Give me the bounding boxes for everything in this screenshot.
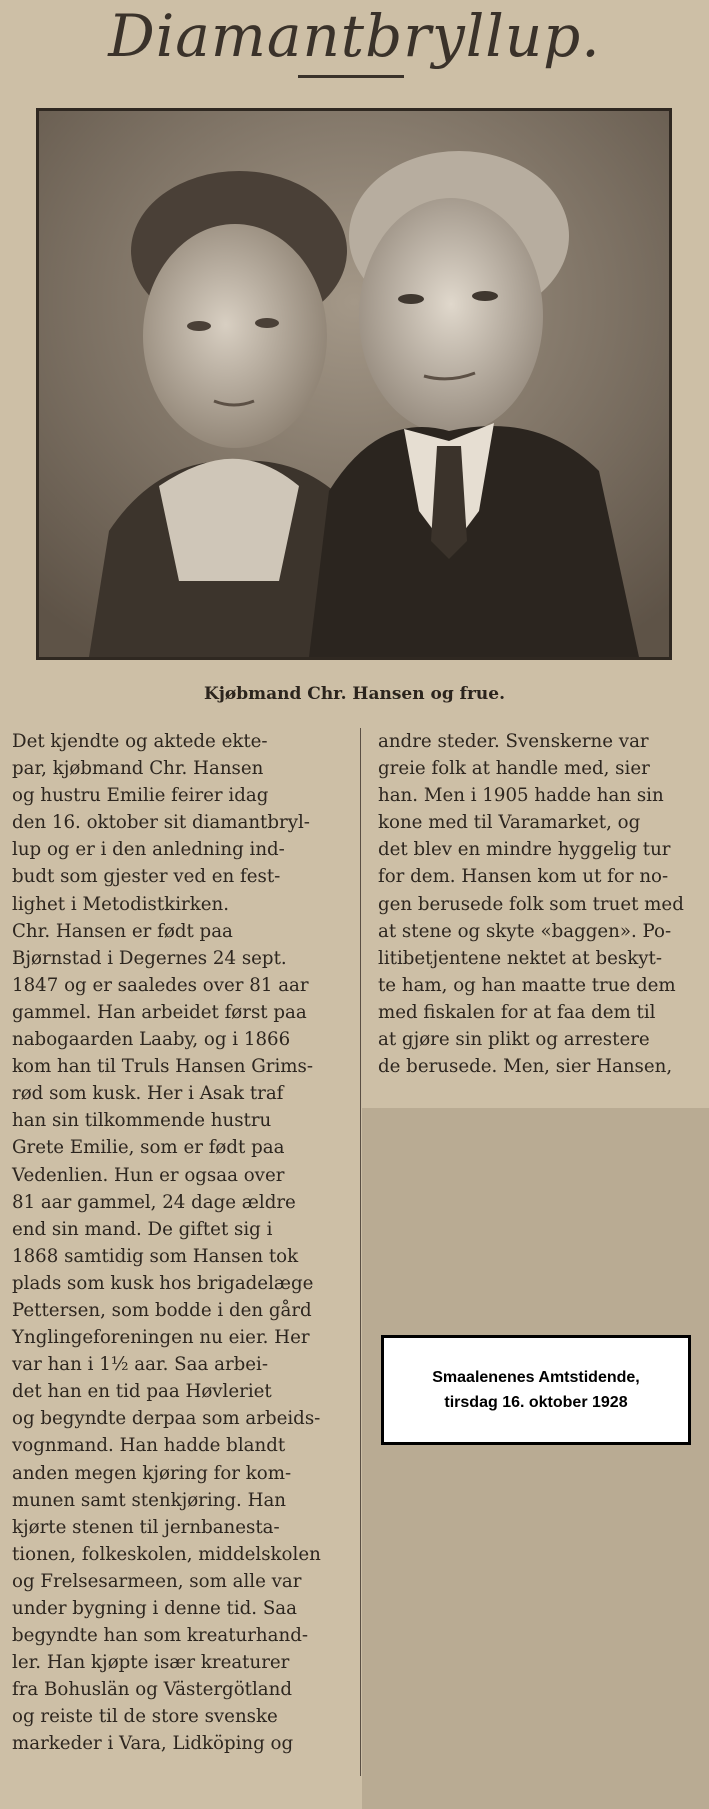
article-headline: Diamantbryllup.: [108, 2, 601, 70]
photo-caption: Kjøbmand Chr. Hansen og frue.: [203, 684, 506, 704]
source-date: tirsdag 16. oktober 1928: [444, 1394, 628, 1411]
headline-underline: [298, 75, 404, 78]
background-area: [362, 1108, 709, 1809]
column-divider: [360, 728, 361, 1776]
source-label-box: [381, 1335, 691, 1445]
article-column-left: Det kjendte og aktede ekte- par, kjøbmand Chr. Hansen og hustru Emilie feirer idag den 16. oktober sit diamantbryl- lup og er i den anledning ind- budt som gjester ved en fest- lighet i Metodistkirken. Chr. Hansen er født paa Bjørnstad i Degernes 24 sept. 1847 og er saaledes over 81 aar gammel. Han arbeidet først paa nabogaarden Laaby, og i 1866 kom han til Truls Hansen Grims- rød som kusk. Her i Asak traf han sin tilkommende hustru Grete Emilie, som er født paa Vedenlien. Hun er ogsaa over 81 aar gammel, 24 dage ældre end sin mand. De giftet sig i 1868 samtidig som Hansen tok plads som kusk hos brigadelæge Pettersen, som bodde i den gård Ynglingeforeningen nu eier. Her var han i 1½ aar. Saa arbei- det han en tid paa Høvleriet og begyndte derpaa som arbeids- vognmand. Han hadde blandt anden megen kjøring for kom- munen samt stenkjøring. Han kjørte stenen til jernbanesta- tionen, folkeskolen, middelskolen og Frelsesarmeen, som alle var under bygning i denne tid. Saa begyndte han som kreaturhand- ler. Han kjøpte især kreaturer fra Bohuslän og Västergötland og reiste til de store svenske markeder i Vara, Lidköping og: [12, 731, 321, 1755]
article-column-right: andre steder. Svenskerne var greie folk at handle med, sier han. Men i 1905 hadde han sin kone med til Varamarket, og det blev en mindre hyggelig tur for dem. Hansen kom ut for no- gen berusede folk som truet med at stene og skyte «baggen». Po- litibetjentene nektet at beskyt- te ham, og han maatte true dem med fiskalen for at faa dem til at gjøre sin plikt og arrestere de berusede. Men, sier Hansen,: [378, 731, 684, 1078]
couple-photo: [36, 108, 672, 660]
source-newspaper-name: Smaalenenes Amtstidende,: [432, 1369, 640, 1386]
